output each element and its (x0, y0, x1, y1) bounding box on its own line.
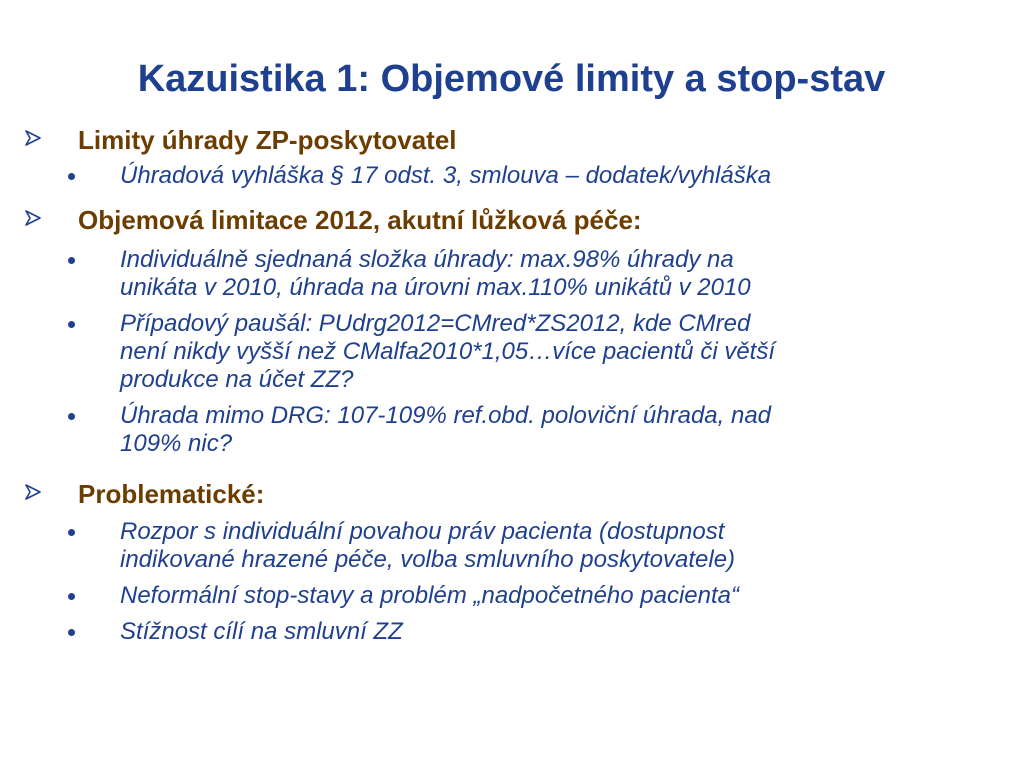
bullet-line: Rozpor s individuální povahou práv pacienta (dostupnost (120, 518, 725, 545)
arrow-bullet-icon (24, 483, 42, 501)
section-limity (24, 124, 1004, 190)
section-heading-row (24, 124, 1004, 160)
bullet-line: Neformální stop-stavy a problém „nadpočetného pacienta“ (120, 582, 740, 609)
section-problematicke (24, 478, 1004, 646)
list-item (68, 582, 1004, 610)
slide-title: Kazuistika 1: Objemové limity a stop-stav (137, 58, 886, 100)
arrow-bullet-icon (24, 209, 42, 227)
list-item (68, 310, 1004, 394)
bullet-line: produkce na účet ZZ? (120, 366, 354, 393)
bullet-line: Individuálně sjednaná složka úhrady: max.98% úhrady na (120, 246, 734, 273)
list-item (68, 246, 1004, 302)
list-item (68, 162, 1004, 190)
bullet-line: není nikdy vyšší než CMalfa2010*1,05…více pacientů či větší (120, 338, 776, 365)
bullet-dot-icon (68, 257, 75, 264)
list-item (68, 518, 1004, 574)
section-objemova-limitace (24, 204, 1004, 458)
section-heading: Objemová limitace 2012, akutní lůžková péče: (78, 205, 642, 235)
section-heading: Limity úhrady ZP-poskytovatel (78, 125, 457, 155)
list-item (68, 618, 1004, 646)
section-heading-row (24, 478, 1004, 514)
bullet-line: unikáta v 2010, úhrada na úrovni max.110% unikátů v 2010 (120, 274, 751, 301)
bullet-dot-icon (68, 413, 75, 420)
section-heading: Problematické: (78, 479, 265, 509)
bullet-line: 109% nic? (120, 430, 233, 457)
list-item (68, 402, 1004, 458)
section-heading-row (24, 204, 1004, 240)
bullet-dot-icon (68, 173, 75, 180)
bullet-dot-icon (68, 321, 75, 328)
arrow-bullet-icon (24, 129, 42, 147)
bullet-dot-icon (68, 593, 75, 600)
bullet-line: Úhrada mimo DRG: 107-109% ref.obd. poloviční úhrada, nad (120, 402, 772, 429)
bullet-dot-icon (68, 629, 75, 636)
bullet-line: Případový paušál: PUdrg2012=CMred*ZS2012, kde CMred (120, 310, 751, 337)
bullet-dot-icon (68, 529, 75, 536)
bullet-line: Stížnost cílí na smluvní ZZ (120, 618, 403, 645)
bullet-line: Úhradová vyhláška § 17 odst. 3, smlouva – dodatek/vyhláška (120, 162, 772, 189)
bullet-line: indikované hrazené péče, volba smluvního poskytovatele) (120, 546, 736, 573)
